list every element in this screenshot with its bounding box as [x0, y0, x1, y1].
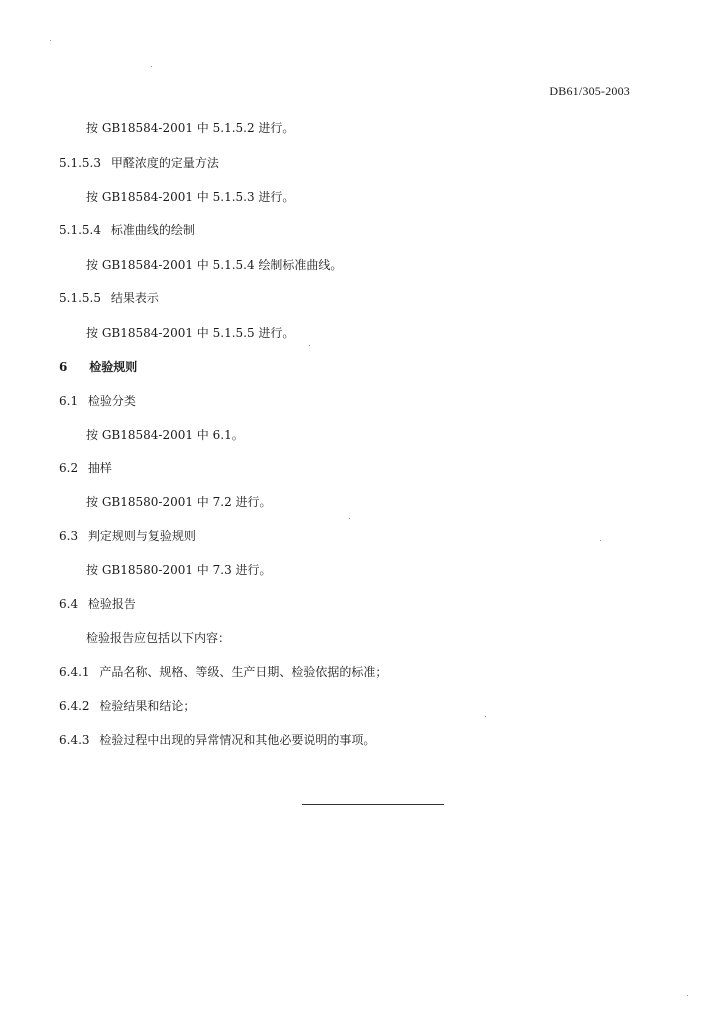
section-number: 6.4.2	[59, 699, 90, 713]
scan-speck	[309, 345, 310, 346]
heading-5-1-5-4	[59, 222, 195, 238]
paragraph-5-1-5-2: 按 GB18584-2001 中 5.1.5.2 进行。	[86, 121, 295, 135]
section-title: 甲醛浓度的定量方法	[110, 156, 219, 170]
document-code: DB61/305-2003	[549, 84, 630, 98]
section-title: 结果表示	[110, 291, 159, 305]
section-number: 6.4	[59, 597, 79, 611]
section-title: 检验报告	[87, 597, 136, 611]
scan-speck	[50, 40, 51, 41]
heading-6-1	[59, 393, 136, 409]
paragraph-6-4: 检验报告应包括以下内容：	[86, 631, 231, 645]
section-number: 5.1.5.5	[59, 291, 101, 305]
section-number: 6.2	[59, 461, 79, 475]
item-6-4-1	[59, 664, 387, 680]
item-6-4-3	[59, 732, 375, 748]
paragraph-6-2: 按 GB18580-2001 中 7.2 进行。	[86, 495, 272, 509]
scan-speck	[485, 716, 486, 717]
heading-6-3	[59, 528, 196, 544]
chapter-number: 6	[59, 360, 68, 374]
paragraph-6-1: 按 GB18584-2001 中 6.1。	[86, 428, 244, 442]
paragraph-6-3: 按 GB18580-2001 中 7.3 进行。	[86, 563, 272, 577]
paragraph-5-1-5-4: 按 GB18584-2001 中 5.1.5.4 绘制标准曲线。	[86, 258, 343, 272]
heading-5-1-5-5	[59, 290, 159, 306]
scan-speck	[349, 518, 350, 519]
paragraph-5-1-5-5: 按 GB18584-2001 中 5.1.5.5 进行。	[86, 326, 295, 340]
end-of-document-rule	[302, 804, 444, 805]
heading-5-1-5-3	[59, 155, 219, 171]
section-title: 检验结果和结论；	[99, 699, 196, 713]
section-number: 6.1	[59, 394, 79, 408]
section-number: 5.1.5.3	[59, 156, 101, 170]
paragraph-5-1-5-3: 按 GB18584-2001 中 5.1.5.3 进行。	[86, 190, 295, 204]
scan-speck	[600, 540, 601, 541]
section-number: 6.3	[59, 529, 79, 543]
section-title: 判定规则与复验规则	[87, 529, 196, 543]
section-title: 产品名称、规格、等级、生产日期、检验依据的标准；	[99, 665, 388, 679]
heading-6-2	[59, 460, 112, 476]
section-number: 6.4.1	[59, 665, 90, 679]
heading-6-4	[59, 596, 136, 612]
section-number: 5.1.5.4	[59, 223, 101, 237]
section-number: 6.4.3	[59, 733, 90, 747]
section-title: 检验过程中出现的异常情况和其他必要说明的事项。	[99, 733, 376, 747]
scan-speck	[687, 995, 688, 996]
chapter-title: 检验规则	[89, 360, 138, 374]
section-title: 抽样	[87, 461, 112, 475]
section-title: 检验分类	[87, 394, 136, 408]
section-title: 标准曲线的绘制	[110, 223, 195, 237]
chapter-6-heading	[59, 359, 137, 375]
scan-speck	[151, 66, 152, 67]
item-6-4-2	[59, 698, 195, 714]
